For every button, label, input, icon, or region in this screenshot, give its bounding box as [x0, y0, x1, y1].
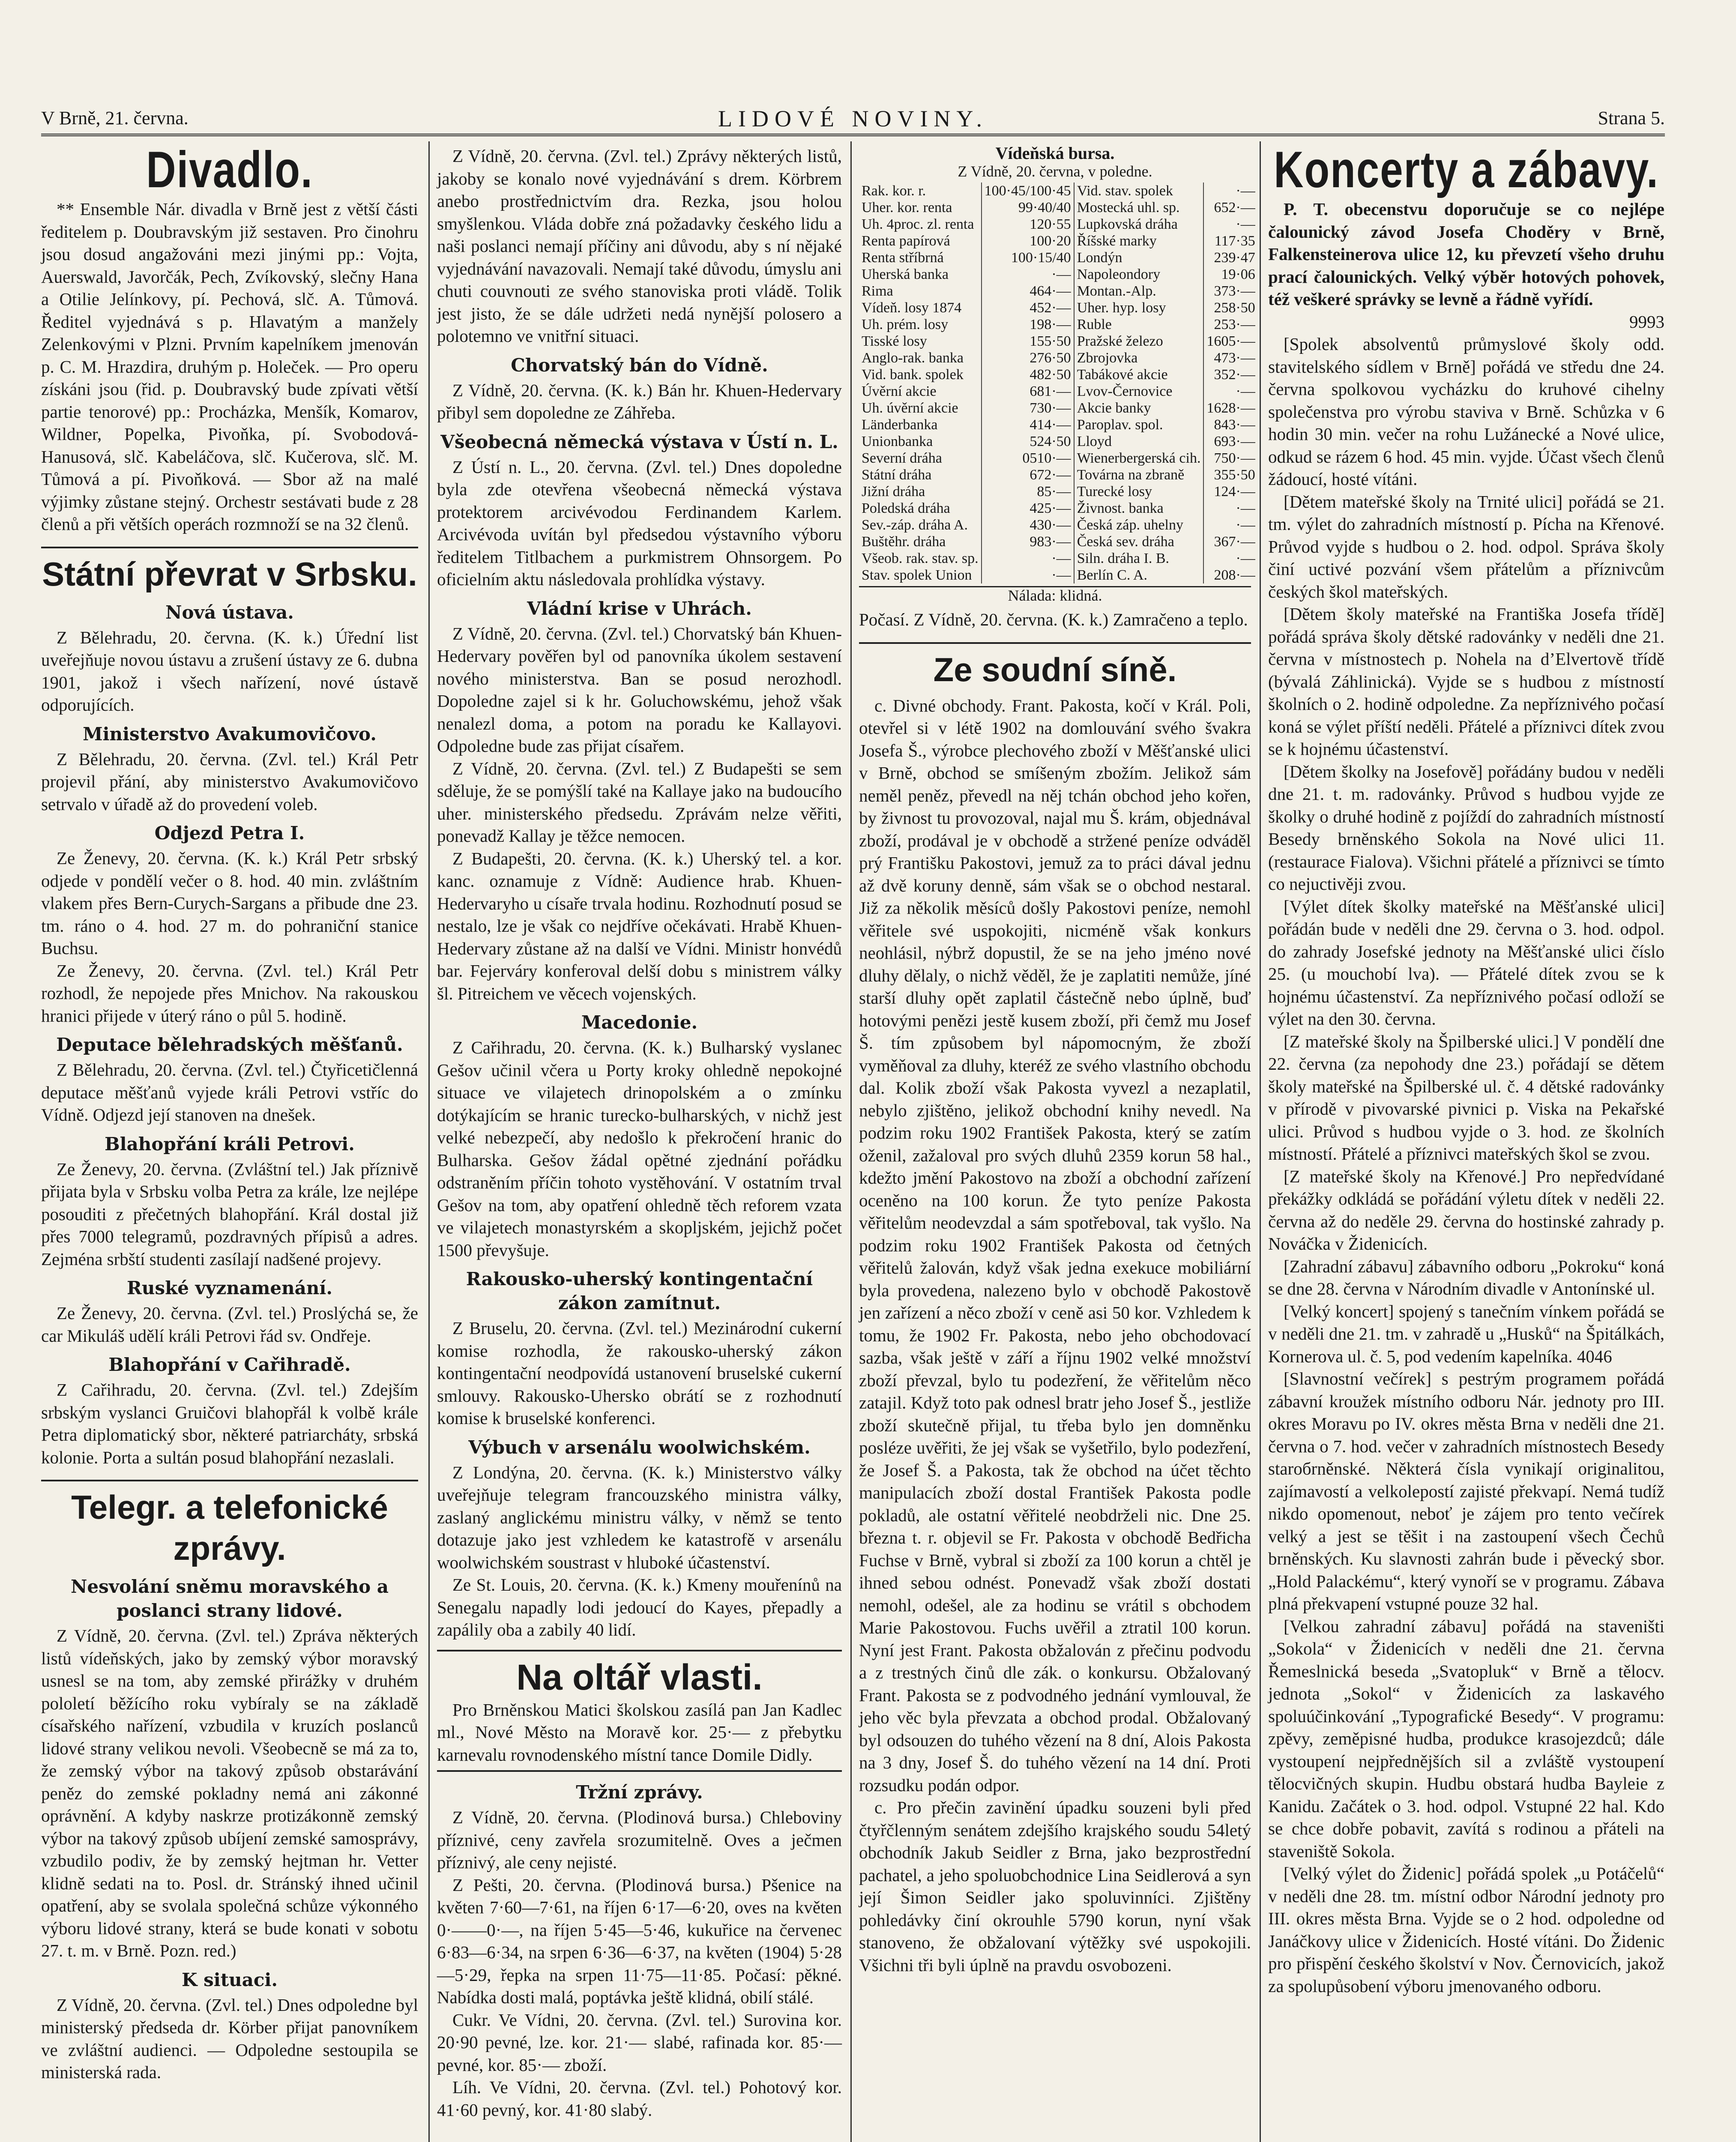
- market-row: [859, 233, 1258, 249]
- market-row: [859, 383, 1258, 400]
- article-vystava: Z Ústí n. L., 20. června. (Zvl. tel.) Dnes dopoledne byla zde otevřena všeobecná německá výstava protektorem arcivévodou Ferdinandem Karlem. Arcivévoda uvítán byl předsedou výstavního výboru ředitelem Titlbachem a purkmistrem Ohnsorgem. Po oficielním aktu následovala prohlídka výstavy.: [437, 457, 842, 589]
- market-row: [859, 299, 1258, 316]
- market-right-value: 1605·—: [1206, 333, 1255, 349]
- market-left-value: 730·—: [982, 400, 1074, 416]
- market-left-label: Rima: [859, 283, 982, 299]
- market-left-label: Tisské losy: [859, 333, 982, 350]
- market-row: [859, 182, 1258, 199]
- article-koncerty-10: [Slavnostní večírek] s pestrým programem pořádá zábavní kroužek místního odboru Nár. jednoty pro III. okres Moravu po IV. okres města Brna v neděli dne 21. června o 7. hod. večer v zahradních místnostech Besedy staroбrněnské. Některá čísla vynikají originalitou, zajímavostí a velkolepostí zajisté překvapí. Nemá tudíž nikdo opomenout, neboť je zájem pro tento večírek velký a jest se těšit i na zastoupení všech Čechů brněnských. Ku slavnosti zahrán bude i pěvecký sbor. „Hold Palackému“, který vynoří se v programu. Zábava plná překvapení vstupné pouze 32 hal.: [1268, 1369, 1664, 1613]
- market-right-label: Akcie banky: [1074, 400, 1204, 416]
- market-left-value: 100·45/100·45: [982, 182, 1074, 199]
- market-right-value: ·—: [1236, 216, 1255, 232]
- article-deputace: Z Bělehradu, 20. června. (Zvl. tel.) Čtyřicetičlenná deputace měšťanů vyjede králi Petrovi vstříc do Vídně. Odjezd její stanoven na dnešek.: [41, 1060, 418, 1125]
- market-left-label: Severní dráha: [859, 450, 982, 467]
- market-right-label: Živnost. banka: [1074, 500, 1204, 517]
- market-left-label: Jižní dráha: [859, 483, 982, 500]
- market-right-label: Česká sev. dráha: [1074, 533, 1204, 550]
- article-pocasi: Počasí. Z Vídně, 20. června. (K. k.) Zamračeno a teplo.: [859, 610, 1248, 629]
- market-right-value: 473·—: [1214, 350, 1255, 366]
- market-row: [859, 249, 1258, 266]
- market-right-label: Továrna na zbraně: [1074, 467, 1204, 483]
- market-row: [859, 567, 1258, 583]
- masthead-title: LIDOVÉ NOVINY.: [718, 106, 988, 132]
- market-right-value: 239·47: [1214, 250, 1255, 266]
- market-right-label: Vid. stav. spolek: [1074, 182, 1204, 199]
- market-right-value: 750·—: [1214, 450, 1255, 466]
- market-right-value: 117·35: [1214, 233, 1255, 249]
- market-right-value: ·—: [1236, 550, 1255, 566]
- market-right-label: Montan.-Alp.: [1074, 283, 1204, 299]
- market-table-block: [859, 144, 1255, 604]
- headline-nesvolani: Nesvolání sněmu moravského a poslanci strany lidové.: [70, 1576, 389, 1621]
- market-left-label: Uh. úvěrní akcie: [859, 400, 982, 416]
- article-ustava: Z Bělehradu, 20. června. (K. k.) Úřední list uveřejňuje novou ústavu a zrušení ústavy ze 6. dubna 1901, jakož i všech nařízení, nové ústavě odporujících.: [41, 627, 418, 715]
- article-odjezd-1: Ze Ženevy, 20. června. (K. k.) Král Petr srbský odjede v pondělí večer o 8. hod. 40 min. zvláštním vlakem přes Bern-Curych-Sargans a přibude dne 23. tm. ráno o 4. hod. 27 m. do pohraniční stanice Buchsu.: [41, 848, 418, 958]
- section-title-srbsko: Státní převrat v Srbsku.: [41, 547, 418, 595]
- market-right-label: Turecké losy: [1074, 483, 1204, 500]
- headline-ruske: Ruské vyznamenání.: [127, 1277, 332, 1298]
- market-right-value: 373·—: [1214, 283, 1255, 299]
- market-left-value: 681·—: [982, 383, 1074, 400]
- column-2: [437, 145, 842, 2142]
- market-left-value: 464·—: [982, 283, 1074, 299]
- market-left-value: 85·—: [982, 483, 1074, 500]
- market-left-label: Rak. kor. r.: [859, 182, 982, 199]
- market-left-value: ·—: [982, 550, 1074, 567]
- ad-number: 9993: [1629, 311, 1664, 332]
- market-left-value: ·—: [982, 567, 1074, 583]
- market-right-value: 208·—: [1214, 567, 1255, 583]
- article-koncerty-7: [Z mateřské školy na Křenové.] Pro nepředvídané překážky odkládá se pořádání výletu dítek v neděli 22. června až do neděle 29. června do hostinské zahrady p. Nováčka v Židenicích.: [1268, 1166, 1664, 1253]
- market-left-value: 100·20: [982, 233, 1074, 249]
- market-date: Z Vídně, 20. června, v poledne.: [958, 163, 1152, 180]
- market-left-value: 276·50: [982, 350, 1074, 366]
- market-table: [859, 182, 1258, 583]
- market-right-label: Říšské marky: [1074, 233, 1204, 249]
- article-blahoprani: Ze Ženevy, 20. června. (Zvláštní tel.) Jak příznivě přijata byla v Srbsku volba Petra za krále, lze nejlépe posouditi z přečetných blahopřání. Král dostal již přes 7000 telegramů, pozdravných přípisů a adres. Zejména srbští studenti zasílají nadšené projevy.: [41, 1159, 418, 1269]
- section-title-telegr: Telegr. a telefonické zprávy.: [41, 1480, 418, 1569]
- market-right-label: Zbrojovka: [1074, 350, 1204, 366]
- market-row: [859, 366, 1258, 383]
- article-cukr: Z Bruselu, 20. června. (Zvl. tel.) Mezinárodní cukerní komise rozhodla, že rakousko-uherský zákon kontingentační neodpovídá ustanovení bruselské cukerní smlouvy. Rakousko-Uhersko obrátí se z rozhodnutí komise k bruselské konferenci.: [437, 1318, 842, 1428]
- article-koncerty-11: [Velkou zahradní zábavu] pořádá na staveništi „Sokola“ v Židenicích v neděli dne 21. června Řemeslnická beseda „Svatopluk“ v Brně a tělocv. jednota „Sokol“ v Židenicích za laskavého spoluúčinkování „Typografické Besedy“. V programu: zpěvy, zeměpisné hudba, produkce krasojezdců; dále vystoupení nejpřednějších sil a zvláště vystoupení tělocvičných skupin. Hudbu obstará hudba Bayleie z Kanidu. Začátek o 3. hod. odpol. Vstupné 22 hal. Kdo se chce dobře pobavit, zavítá s rodinou a přáteli na staveniště Sokola.: [1268, 1616, 1664, 1861]
- market-right-value: ·—: [1236, 383, 1255, 399]
- market-left-value: 414·—: [982, 416, 1074, 433]
- column-rule: [850, 141, 852, 2142]
- market-left-label: Anglo-rak. banka: [859, 350, 982, 366]
- market-right-value: 258·50: [1214, 300, 1255, 316]
- article-koncerty-9: [Velký koncert] spojený s tanečním vínkem pořádá se v neděli dne 21. tm. v zahradě u „Husků“ na Špitálkách, Kornerova ul. č. 5, pod vedením kapelníka. 4046: [1268, 1301, 1664, 1366]
- market-right-value: 352·—: [1214, 367, 1255, 383]
- market-left-label: Poledská dráha: [859, 500, 982, 517]
- market-right-label: Lloyd: [1074, 433, 1204, 450]
- article-uhry-2: Z Vídně, 20. června. (Zvl. tel.) Z Budapešti se sem sděluje, že se pomýšlí také na Kallaye jako na budoucího uher. ministerského předsedu. Zprávám nelze věřiti, ponevadž Kallay je těžce nemocen.: [437, 758, 842, 846]
- ad-calounicky-zavod: P. T. obecenstvu doporučuje se co nejlépe čalounický závod Josefa Choděry v Brně, Falkensteinerova ulice 12, ku převzetí všeho druhu prací čalounických. Velký výběr hotových pohovek, též veškeré správky se levně a řádně vyřídí.: [1268, 199, 1664, 309]
- market-right-value: 253·—: [1214, 317, 1255, 332]
- market-left-label: Unionbanka: [859, 433, 982, 450]
- headline-odjezd: Odjezd Petra I.: [154, 823, 305, 844]
- section-title-divadlo: Divadlo.: [146, 141, 313, 199]
- market-row: [859, 483, 1258, 500]
- masthead: [41, 99, 1665, 136]
- market-right-label: Česká záp. uhelny: [1074, 517, 1204, 533]
- market-left-label: Renta stříbrná: [859, 249, 982, 266]
- market-title: Vídeňská bursa.: [995, 144, 1115, 163]
- market-left-value: 155·50: [982, 333, 1074, 350]
- market-right-value: 1628·—: [1206, 400, 1255, 416]
- market-left-label: Vid. bank. spolek: [859, 366, 982, 383]
- market-left-value: 430·—: [982, 517, 1074, 533]
- article-divadlo: ** Ensemble Nár. divadla v Brně jest z větší části ředitelem p. Doubravským již sestaven. Pro činohru jsou dosud angažováni mezi jinými pp.: Vojta, Auerswald, Javorčák, Pech, Zvíkovský, slečny Hana a Otilie Jelínkovy, pí. Pechová, slč. A. Tůmová. Ředitel vyjednává s p. Hlavatým a manžely Zelenkovými v Plzni. Prvním kapelníkem jmenován p. C. M. Hrazdira, druhým p. Holeček. — Pro operu získáni jsou (řid. p. Doubravský bude zpívati větší partie tenorové) pp.: Procházka, Menšík, Komarov, Wildner, Popelka, Pivoňka, pí. Svobodová-Hanusová, slč. Kabeláčova, slč. Kučerova, slč. M. Tůmová a pí. Pivoňková. — Sbor až na malé výjimky zůstane stejný. Orchestr sestávati bude z 28 členů a při větších operách rozmnoží se na 32 členů.: [41, 199, 418, 534]
- market-right-value: 843·—: [1214, 417, 1255, 433]
- column-4: [1268, 141, 1664, 2142]
- market-left-value: ·—: [982, 266, 1074, 283]
- market-left-label: Úvěrní akcie: [859, 383, 982, 400]
- market-left-value: 0510·—: [982, 450, 1074, 467]
- market-right-value: 693·—: [1214, 434, 1255, 449]
- market-left-value: 100·15/40: [982, 249, 1074, 266]
- headline-blahoprani: Blahopřání králi Petrovi.: [105, 1133, 355, 1155]
- article-koncerty-12: [Velký výlet do Židenic] pořádá spolek „u Potáčelů“ v neděli dne 28. tm. místní odbor Národní jednoty pro III. okres města Brna. Vyjde se o 2 hod. odpoledne od Janáčkovy ulice v Židenicích. Hosté vítáni. Do Židenic pro přispění českého školství v Nov. Černovicích, jakož za spolupůsobení výboru jmenovaného odboru.: [1268, 1864, 1664, 1996]
- market-left-label: Buštěhr. dráha: [859, 533, 982, 550]
- market-right-label: Paroplav. spol.: [1074, 416, 1204, 433]
- column-rule: [428, 141, 430, 2142]
- headline-ustava: Nová ústava.: [165, 601, 294, 623]
- headline-makedonie: Macedonie.: [581, 1012, 698, 1033]
- article-carihrad: Z Cařihradu, 20. června. (Zvl. tel.) Zdejším srbským vyslanci Gruičovi blahopřál k volbě krále Petra diplomatický sbor, některé patriarcháty, srbská kolonie. Porta a sultán posud blahopřání nezaslali.: [41, 1380, 418, 1467]
- article-uhry-1: Z Vídně, 20. června. (Zvl. tel.) Chorvatský bán Khuen-Hedervary pověřen byl od panovníka úkolem sestavení nového ministerstva. Ban se posud nerozhodl. Dopoledne zajel si k hr. Goluchowskému, jehož však nenalezl doma, a potom na poradu ke Kallayovi. Odpoledne bude zas přijat císařem.: [437, 623, 842, 756]
- market-row: [859, 350, 1258, 366]
- article-zavineni-upadku: c. Pro přečin zavinění úpadku souzeni byli před čtyřčlenným senátem zdejšího krajského soudu 54letý obchodník Jakub Seidler z Brna, jako bezprostřední pachatel, a jeho spoluobchodnice Lina Seidlerová a syn její Šimon Seidler jako spoluvinníci. Zjištěny pohledávky činí okrouhle 5790 korun, nyní však stanoveno, že obžalovaní výtěžky své uspokojili. Všichni tři byli úplně na pravdu osvobozeni.: [859, 1798, 1251, 1975]
- market-right-label: Napoleondory: [1074, 266, 1204, 283]
- market-row: [859, 500, 1258, 517]
- headline-cukr: Rakousko-uherský kontingentační zákon zamítnut.: [466, 1268, 813, 1313]
- market-left-label: Uh. 4proc. zl. renta: [859, 216, 982, 233]
- market-left-label: Vídeň. losy 1874: [859, 299, 982, 316]
- market-footer: Nálada: klidná.: [859, 586, 1251, 604]
- market-left-label: Renta papírová: [859, 233, 982, 249]
- market-left-value: 524·50: [982, 433, 1074, 450]
- market-row: [859, 316, 1258, 333]
- market-left-value: 452·—: [982, 299, 1074, 316]
- article-koncerty-8: [Zahradní zábavu] zábavního odboru „Pokroku“ koná se dne 28. června v Národním divadle v Antonínské ul.: [1268, 1256, 1664, 1298]
- market-left-value: 425·—: [982, 500, 1074, 517]
- market-right-value: ·—: [1236, 183, 1255, 199]
- market-left-value: 99·40/40: [982, 199, 1074, 216]
- article-situaci: Z Vídně, 20. června. (Zvl. tel.) Dnes odpoledne byl ministerský předseda dr. Körber přijat panovníkem ve zvláštní audienci. — Odpoledne sestoupila se ministerská rada.: [41, 1995, 418, 2082]
- market-right-label: Londýn: [1074, 249, 1204, 266]
- market-left-value: 983·—: [982, 533, 1074, 550]
- market-row: [859, 216, 1258, 233]
- headline-ministerstvo: Ministerstvo Avakumovičovo.: [83, 723, 377, 745]
- masthead-date: V Brně, 21. června.: [41, 108, 189, 129]
- market-row: [859, 533, 1258, 550]
- headline-uhry: Vládní krise v Uhrách.: [527, 598, 752, 619]
- market-row: [859, 199, 1258, 216]
- market-left-label: Uher. kor. renta: [859, 199, 982, 216]
- article-koncerty-5: [Výlet dítek školky mateřské na Měšťanské ulici] pořádán bude v neděli dne 29. června o 3. hod. odpol. do zahrady Josefské jednoty na Měšťanské ulici číslo 25. (u mouchobí lva). — Přátelé dítek zvou se k hojnému účastenství. Za nepříznivého počasí odloží se výlet na den 30. června.: [1268, 896, 1664, 1029]
- article-koncerty-2: [Dětem mateřské školy na Trnité ulici] pořádá se 21. tm. výlet do zahradních místností p. Pícha na Křenové. Průvod vyjde s hudbou o 2. hod. odpol. Správa školy činí uctivé pozvání všem přátelům a příznivcům českých škol mateřských.: [1268, 491, 1664, 601]
- section-title-koncerty: Koncerty a zábavy.: [1274, 141, 1659, 199]
- market-right-label: Mostecká uhl. sp.: [1074, 199, 1204, 216]
- market-right-value: ·—: [1236, 517, 1255, 533]
- article-stlouis: Ze St. Louis, 20. června. (K. k.) Kmeny mouřenínů na Senegalu napadly lodi jedoucí do Kayes, přepadly a zapálily oba a zabily 40 lidí.: [437, 1575, 842, 1639]
- article-oltar-vlasti: Pro Brněnskou Matici školskou zasílá pan Jan Kadlec ml., Nové Město na Moravě kor. 25·— z přebytku karnevalu rovnodenského místní tance Domile Didly.: [437, 1699, 842, 1765]
- market-right-value: 367·—: [1214, 534, 1255, 550]
- market-row: [859, 266, 1258, 283]
- market-right-label: Siln. dráha I. B.: [1074, 550, 1204, 567]
- article-divne-obchody: c. Divné obchody. Frant. Pakosta, kočí v Král. Poli, otevřel si v létě 1902 na domlouvání svého švakra Josefa Š., výrobce plechového zboží v Měšťanské ulici v Brně, obchod se smíšeným zbožím. Jelikož sám neměl peněz, převedl na něj tchán obchod jeho kořen, by živnost tu provozoval, najal mu Š. krám, objednával zboží, prodával je v obchodě a stržené peníze odváděl prý Františku Pakostovi, jemuž za to práci dával jednu až dvě koruny denně, sám však se o obchod nestaral. Již za několik měsíců došly Pakostovi peníze, nemohl věřitele své uspokojiti, nicméně však konkurs neohlásil, nýbrž dopustil, že se na jeho jméno nové dluhy dělaly, o nichž věděl, že je zaplatiti nemůže, jíné starší dluhy opět zaplatil částečně nebo úplně, buď hotovými penězi jestě kusem zboží, při čemž mu Josef Š. tím způsobem byl nápomocným, že zboží vyměňoval za dluhy, kteréž ze svého vlastního obchodu dal. Kolik zboží však Pakosta vyvezl a nezaplatil, nebylo zjištěno, jelikož obchodní knihy nevedl. Na podzim roku 1902 František Pakosta, který se zatím oženil, zažaloval pro svých dluhů 2359 korun 58 hal., kdežto jmění Pakostovo na zboží a obchodní zařízení oceněno na 100 korun. Že tyto peníze Pakosta věřitelům neodevzdal a sám spotřeboval, tak vyšlo. Na podzim roku 1902 František Pakosta od četných věřitelů žalován, když však jedna exekuce mobiliární byla provedena, nalezeno bylo v obchodě Pakostově jen zařízení a něco zboží v ceně asi 50 kor. Vzhledem k tomu, že 1902 Fr. Pakosta, nebo jeho obchodovací sazba, však ještě v září a říjnu 1902 velké množství zboží převzal, bylo tu podezření, že věřitelům něco zatajil. Když toto pak odnesl bratr jeho Josef Š., jestliže zboží skutečně přijal, tu třeba bylo jen domněnku posléze uvěřiti, že jej však se vyšetřilo, bylo podezření, že Josef Š. a Pakosta, tak že obchod na účet těchto manipulacích zboží dostal František Pakosta podle pokladů, ale ostatní věřitelé neobdrželi nic. Dne 25. března t. r. objevil se Fr. Pakosta v obchodě Bedřicha Fuchse v Brně, vybral si zboží za 100 korun a chtěl je ihned sebou odnést. Ponevadž však zboží dostati nemohl, odešel, ale za hodinu se vrátil s obchodem Marie Pakostovou. Fuchs uvěřil a ztratil 100 korun. Nyní jest Frant. Pakosta obžalován z přečinu podvodu a z trestných činů dle zák. o konkursu. Obžalovaný Frant. Pakosta se z podvodného jednání vymlouval, že jeho věc byla převzata a obchod prodal. Obžalovaný byl odsouzen do tuhého vězení na 8 dní, Alois Pakosta na 3 dny, Josef Š. do tuhého vězení na 14 dní. Proti rozsudku podán odpor.: [859, 695, 1251, 1795]
- market-right-label: Tabákové akcie: [1074, 366, 1204, 383]
- market-left-value: 672·—: [982, 467, 1074, 483]
- headline-oltar-vlasti: Na oltář vlasti.: [516, 1657, 763, 1697]
- article-vybuch: Z Londýna, 20. června. (K. k.) Ministerstvo války uveřejňuje telegram francouzského ministra války, zaslaný anglickému ministru války, v němž se tento dotazuje jako jest vzhledem ke katastrofě v arsenálu woolwichském soustrast v hluboké účastenství.: [437, 1462, 842, 1572]
- market-left-label: Länderbanka: [859, 416, 982, 433]
- column-rule: [1260, 141, 1261, 2142]
- article-koncerty-4: [Dětem školky na Josefově] pořádány budou v neděli dne 21. t. m. radovánky. Průvod s hudbou vyjde ze školky o druhé hodině z pojíždí do zahradních místností Besedy brněnského Sokola na Nové ulici 11. (restaurace Fialova). Všichni přátelé a příznivci se tímto co nejuctivěji zvou.: [1268, 761, 1664, 894]
- column-3: [859, 144, 1255, 2142]
- article-nesvolani: Z Vídně, 20. června. (Zvl. tel.) Zpráva některých listů vídeňských, jako by zemský výbor moravský usnesl se na tom, aby zemské přirážky v druhém pololetí běžícího roku vybíraly se na základě císařského nařízení, vzbudila v kruzích poslanců lidové strany velikou nevoli. Všeobecně se má za to, že zemský výbor na takový způsob obstarávání peněz do zemské pokladny nemá ani zákonné oprávnění. A kdyby naskrze protizákonně zemský výbor na takový způsob ubíjení zemské samosprávy, vzbudilo podiv, že by zemský hejtman hr. Vetter klidně sedati na to. Posl. dr. Stránský ihned učinil opatření, aby se svolala společná schůze výkonného výboru lidové strany, která se bude konati v sobotu 27. t. m. v Brně. Pozn. red.): [41, 1626, 418, 1960]
- market-right-value: ·—: [1236, 500, 1255, 516]
- market-left-value: 198·—: [982, 316, 1074, 333]
- article-top: Z Vídně, 20. června. (Zvl. tel.) Zprávy některých listů, jakoby se konalo nové vyjednávání s drem. Körbrem anebo prostřednictvím dra. Rezka, jsou holou smyšlenkou. Vláda dobře zná požadavky českého lidu a naši poslanci nemají příčiny ani důvodu, aby s ní nějaké vyjednávání navazovali. Nemají také důvodu, úmyslu ani chuti couvnouti ze svého stanoviska proti vládě. Tolik jest jisto, že se dále udržeti nedá nynější polosero a polotemno ve vnitřní situaci.: [437, 146, 842, 346]
- headline-trzni: Tržní zprávy.: [576, 1782, 703, 1803]
- market-right-label: Lupkovská dráha: [1074, 216, 1204, 233]
- market-right-label: Ruble: [1074, 316, 1204, 333]
- article-trzni-3: Cukr. Ve Vídni, 20. června. (Zvl. tel.) Surovina kor. 20·90 pevné, lze. kor. 21·— slabé, rafinada kor. 85·— pevné, kor. 85·— zboží.: [437, 2010, 842, 2075]
- headline-chorvatsky: Chorvatský bán do Vídně.: [511, 354, 768, 376]
- market-right-label: Lvov-Černovice: [1074, 383, 1204, 400]
- market-row: [859, 550, 1258, 567]
- article-koncerty-6: [Z mateřské školy na Špilberské ulici.] V pondělí dne 22. června (za nepohody dne 23.) pořádají se dětem školy mateřské na Špilberské ul. č. 4 dětské radovánky v přírodě v pivovarské pivnici p. Viska na Pekařské ulici. Průvod s hudbou vyjde o 3. hod. ze školních místností. Přátelé a příznivci mateřských škol se zvou.: [1268, 1031, 1664, 1164]
- market-row: [859, 467, 1258, 483]
- article-ruske: Ze Ženevy, 20. června. (Zvl. tel.) Proslýchá se, že car Mikuláš udělí králi Petrovi řád sv. Ondřeje.: [41, 1303, 418, 1346]
- market-row: [859, 433, 1258, 450]
- article-chorvatsky: Z Vídně, 20. června. (K. k.) Bán hr. Khuen-Hedervary přibyl sem dopoledne ze Záhřeba.: [437, 380, 842, 422]
- headline-situaci: K situaci.: [181, 1969, 278, 1990]
- market-left-value: 482·50: [982, 366, 1074, 383]
- market-row: [859, 517, 1258, 533]
- headline-vybuch: Výbuch v arsenálu woolwichském.: [468, 1436, 811, 1458]
- market-right-label: Pražské železo: [1074, 333, 1204, 350]
- market-right-label: Berlín C. A.: [1074, 567, 1204, 583]
- market-left-label: Všeob. rak. stav. sp.: [859, 550, 982, 567]
- masthead-page-number: Strana 5.: [1598, 108, 1665, 129]
- headline-deputace: Deputace bělehradských měšťanů.: [56, 1034, 403, 1055]
- market-right-value: 652·—: [1214, 200, 1255, 215]
- market-row: [859, 400, 1258, 416]
- market-left-label: Uherská banka: [859, 266, 982, 283]
- market-right-label: Wienerbergerská cih.: [1074, 450, 1204, 467]
- headline-vystava: Všeobecná německá výstava v Ústí n. L.: [440, 431, 838, 452]
- article-trzni-2: Z Pešti, 20. června. (Plodinová bursa.) Pšenice na květen 7·60—7·61, na říjen 6·17—6·20, oves na květen 0·——0·—, na říjen 5·45—5·46, kukuřice na červenec 6·83—6·34, na srpen 6·36—6·37, na květen (1904) 5·28—5·29, řepka na srpen 11·75—11·85. Počasí: pěkné. Nabídka dosti malá, poptávka ještě klidná, obilí stálé.: [437, 1875, 842, 2007]
- market-left-label: Uh. prém. losy: [859, 316, 982, 333]
- market-right-value: 124·—: [1214, 484, 1255, 500]
- market-right-value: 19·06: [1221, 266, 1255, 282]
- article-koncerty-3: [Dětem školy mateřské na Františka Josefa třídě] pořádá správa školy dětské radovánky v neděli dne 21. června v místnostech p. Nohela na d’Elvertově třídě (bývalá Záhlinická). Vyjde se s hudbou z místností školních o 2. hodině odpoledne. Za nepříznivého počasí koná se výlet příští neděli. Přátelé a příznivci dítek zvou se k hojnému účastenství.: [1268, 604, 1664, 759]
- article-uhry-3: Z Budapešti, 20. června. (K. k.) Uherský tel. a kor. kanc. oznamuje z Vídně: Audience hrab. Khuen-Hedervaryho u císaře trvala hodinu. Rozhodnutí posud se nestalo, lze je však co nejdříve očekávati. Hrabě Khuen-Hedervary zůstane až na další ve Vídni. Ministr honvédů bar. Fejerváry konferoval delší dobu s ministrem války šl. Pitreichem ve věcech vojenských.: [437, 848, 842, 1003]
- market-row: [859, 450, 1258, 467]
- article-trzni-4: Líh. Ve Vídni, 20. června. (Zvl. tel.) Pohotový kor. 41·60 pevný, kor. 41·80 slabý.: [437, 2077, 842, 2120]
- market-left-value: 120·55: [982, 216, 1074, 233]
- article-makedonie: Z Cařihradu, 20. června. (K. k.) Bulharský vyslanec Gešov učinil včera u Porty kroky ohledně nepokojné situace ve vilajetech drinopolském a o zmínku dotýkajícím se hranic turecko-bulharských, v nichž jest velké nebezpečí, aby nedošlo k překročení hranic do Bulharska. Gešov žádal opětné zjednání pořádku odstraněním příčin tohoto vystěhování. V ostatním trval Gešov na tom, aby opatření ohledně těch reforem vzata ve vilajetech monastyrském a skopljském, jejichž počet 1500 převyšuje.: [437, 1038, 842, 1260]
- article-trzni-1: Z Vídně, 20. června. (Plodinová bursa.) Chleboviny příznivé, ceny zavřela srozumitelně. Oves a ječmen příznivý, ale ceny nejisté.: [437, 1807, 842, 1872]
- market-right-label: Uher. hyp. losy: [1074, 299, 1204, 316]
- market-row: [859, 283, 1258, 299]
- market-left-label: Sev.-záp. dráha A.: [859, 517, 982, 533]
- section-title-soudni: Ze soudní síně.: [859, 642, 1251, 690]
- box-oltar-vlasti: [437, 1650, 842, 1772]
- market-row: [859, 416, 1258, 433]
- headline-carihrad: Blahopřání v Cařihradě.: [108, 1354, 351, 1375]
- column-1: [41, 141, 418, 2142]
- market-right-value: 355·50: [1214, 467, 1255, 483]
- article-ministerstvo: Z Bělehradu, 20. června. (Zvl. tel.) Král Petr projevil přání, aby ministerstvo Avakumovičovo setrvalo v úřadě až do provedení voleb.: [41, 749, 418, 814]
- market-row: [859, 333, 1258, 350]
- market-left-label: Stav. spolek Union: [859, 567, 982, 583]
- article-koncerty-1: [Spolek absolventů průmyslové školy odd. stavitelského sídlem v Brně] pořádá ve středu dne 24. června spolkovou vycházku do kruhové cihelny společenstva pro výrobu stavivа v Brně. Schůzka v 6 hodin 30 min. večer na rohu Lužánecké a Nové ulice, odkud se rázem 6 hod. 45 min. vyjde. Účast všech členů žádoucí, hosté vítáni.: [1268, 334, 1664, 489]
- article-odjezd-2: Ze Ženevy, 20. června. (Zvl. tel.) Král Petr rozhodl, že nepojede přes Mnichov. Na rakouskou hranici přijede v úterý ráno o půl 5. hodině.: [41, 960, 418, 1026]
- market-left-label: Státní dráha: [859, 467, 982, 483]
